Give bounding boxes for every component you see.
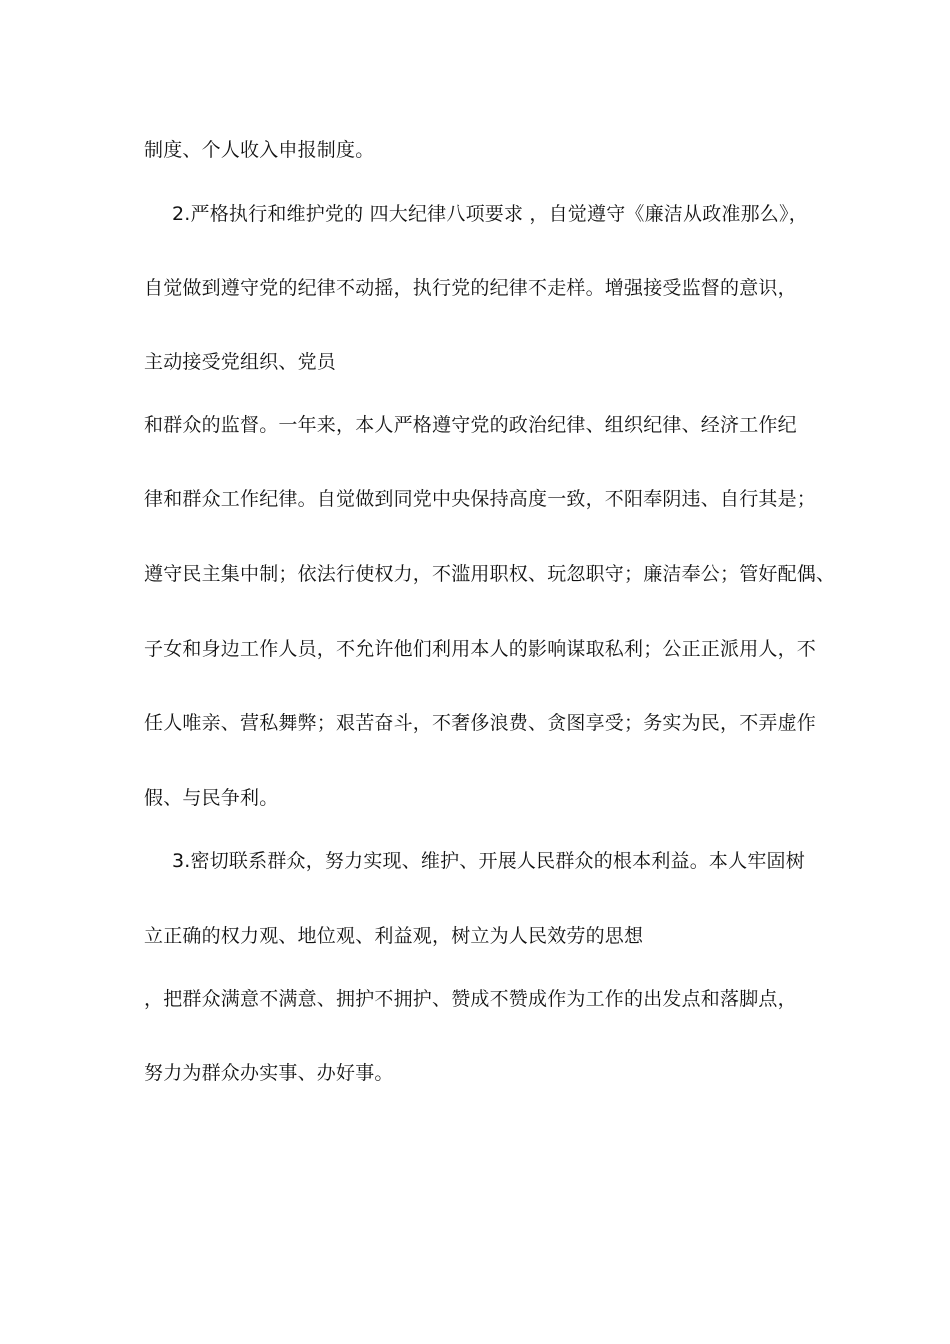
text-line: 律和群众工作纪律。自觉做到同党中央保持高度一致，不阳奉阴违、自行其是；: [144, 488, 817, 510]
text-line: 制度、个人收入申报制度。: [144, 139, 375, 161]
text-line: 立正确的权力观、地位观、利益观，树立为人民效劳的思想: [144, 925, 644, 947]
text-line: 2.严格执行和维护党的 四大纪律八项要求 ，自觉遵守《廉洁从政准那么》，: [172, 203, 808, 225]
text-line: 任人唯亲、营私舞弊；艰苦奋斗，不奢侈浪费、贪图享受；务实为民，不弄虚作: [144, 712, 817, 734]
text-line: 自觉做到遵守党的纪律不动摇，执行党的纪律不走样。增强接受监督的意识，: [144, 277, 797, 299]
text-line: ，把群众满意不满意、拥护不拥护、赞成不赞成作为工作的出发点和落脚点，: [144, 988, 797, 1010]
text-line: 和群众的监督。一年来，本人严格遵守党的政治纪律、组织纪律、经济工作纪: [144, 414, 797, 436]
text-line: 遵守民主集中制；依法行使权力，不滥用职权、玩忽职守；廉洁奉公；管好配偶、: [144, 563, 836, 585]
text-line: 3.密切联系群众，努力实现、维护、开展人民群众的根本利益。本人牢固树: [172, 850, 805, 872]
text-line: 主动接受党组织、党员: [144, 351, 337, 373]
text-line: 子女和身边工作人员，不允许他们利用本人的影响谋取私利；公正正派用人，不: [144, 638, 817, 660]
text-line: 努力为群众办实事、办好事。: [144, 1062, 394, 1084]
text-line: 假、与民争利。: [144, 787, 279, 809]
